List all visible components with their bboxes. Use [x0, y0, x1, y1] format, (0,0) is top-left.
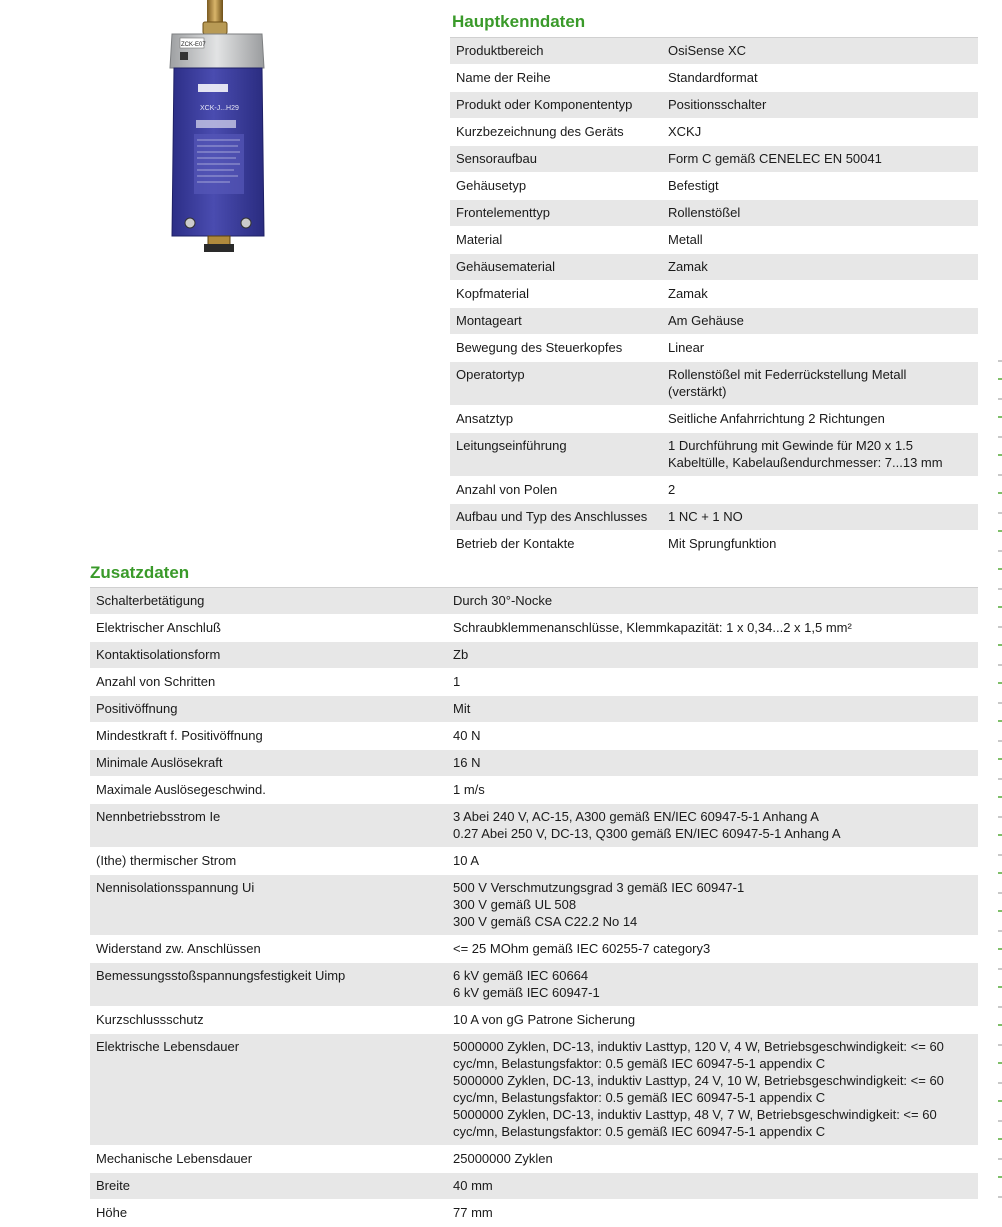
- spec-label: Kopfmaterial: [450, 281, 662, 308]
- spec-label: Leitungseinführung: [450, 433, 662, 477]
- spec-value: Positionsschalter: [662, 92, 978, 119]
- table-row: [450, 335, 978, 362]
- section-title-extra: Zusatzdaten: [90, 563, 190, 582]
- spec-label: Bemessungsstoßspannungsfestigkeit Uimp: [90, 963, 447, 1007]
- spec-value: Befestigt: [662, 173, 978, 200]
- table-row: [90, 615, 978, 642]
- spec-value: 1 Durchführung mit Gewinde für M20 x 1.5 Kabeltülle, Kabelaußendurchmesser: 7...13 mm: [662, 433, 978, 477]
- spec-label: Elektrischer Anschluß: [90, 615, 447, 642]
- table-row: [450, 200, 978, 227]
- spec-label: Elektrische Lebensdauer: [90, 1034, 447, 1146]
- table-row: [90, 696, 978, 723]
- spec-label: Maximale Auslösegeschwind.: [90, 777, 447, 804]
- spec-value: XCKJ: [662, 119, 978, 146]
- spec-label: Breite: [90, 1173, 447, 1200]
- main-specs-table: [450, 37, 978, 558]
- extra-specs-table: [90, 587, 978, 1227]
- spec-label: (Ithe) thermischer Strom: [90, 848, 447, 875]
- spec-value: Seitliche Anfahrrichtung 2 Richtungen: [662, 406, 978, 433]
- spec-label: Schalterbetätigung: [90, 588, 447, 615]
- table-row: [450, 146, 978, 173]
- table-row: [450, 504, 978, 531]
- table-row: [90, 1034, 978, 1146]
- table-row: [450, 227, 978, 254]
- spec-label: Widerstand zw. Anschlüssen: [90, 936, 447, 963]
- spec-label: Sensoraufbau: [450, 146, 662, 173]
- scroll-edge-strip: [998, 360, 1002, 1200]
- table-row: [90, 723, 978, 750]
- table-row: [90, 1007, 978, 1034]
- spec-value: Durch 30°-Nocke: [447, 588, 978, 615]
- table-row: [90, 848, 978, 875]
- spec-value: 77 mm: [447, 1200, 978, 1227]
- table-row: [450, 433, 978, 477]
- spec-value: 6 kV gemäß IEC 60664 6 kV gemäß IEC 60947-1: [447, 963, 978, 1007]
- table-row: [90, 963, 978, 1007]
- spec-label: Positivöffnung: [90, 696, 447, 723]
- spec-label: Nennisolationsspannung Ui: [90, 875, 447, 936]
- table-row: [90, 750, 978, 777]
- spec-label: Operatortyp: [450, 362, 662, 406]
- spec-label: Material: [450, 227, 662, 254]
- spec-label: Gehäusetyp: [450, 173, 662, 200]
- spec-label: Ansatztyp: [450, 406, 662, 433]
- spec-value: Rollenstößel: [662, 200, 978, 227]
- spec-label: Betrieb der Kontakte: [450, 531, 662, 558]
- spec-value: 10 A: [447, 848, 978, 875]
- table-row: [90, 1146, 978, 1173]
- spec-value: Am Gehäuse: [662, 308, 978, 335]
- spec-value: Form C gemäß CENELEC EN 50041: [662, 146, 978, 173]
- spec-value: 1 NC + 1 NO: [662, 504, 978, 531]
- spec-value: Linear: [662, 335, 978, 362]
- spec-value: 40 N: [447, 723, 978, 750]
- table-row: [90, 777, 978, 804]
- spec-label: Minimale Auslösekraft: [90, 750, 447, 777]
- spec-value: Standardformat: [662, 65, 978, 92]
- table-row: [90, 588, 978, 615]
- spec-value: Zamak: [662, 281, 978, 308]
- table-row: [90, 936, 978, 963]
- spec-value: 10 A von gG Patrone Sicherung: [447, 1007, 978, 1034]
- spec-value: 25000000 Zyklen: [447, 1146, 978, 1173]
- spec-value: 1: [447, 669, 978, 696]
- spec-label: Kurzbezeichnung des Geräts: [450, 119, 662, 146]
- spec-label: Nennbetriebsstrom Ie: [90, 804, 447, 848]
- spec-label: Produkt oder Komponententyp: [450, 92, 662, 119]
- spec-value: 1 m/s: [447, 777, 978, 804]
- spec-value: 5000000 Zyklen, DC-13, induktiv Lasttyp, 120 V, 4 W, Betriebsgeschwindigkeit: <= 60 cyc/mn, Belastungsfaktor: 0.5 gemäß IEC 60947-5-1 appendix C 5000000 Zyklen, DC-13, induktiv Lasttyp, 24 V, 10 W, Betriebsgeschwindigkeit: <= 60 cyc/mn, Belastungsfaktor: 0.5 gemäß IEC 60947-5-1 appendix C 5000000 Zyklen, DC-13, induktiv Lasttyp, 48 V, 7 W, Betriebsgeschwindigkeit: <= 60 cyc/mn, Belastungsfaktor: 0.5 gemäß IEC 60947-5-1 appendix C: [447, 1034, 978, 1146]
- spec-value: Mit: [447, 696, 978, 723]
- spec-value: 3 Abei 240 V, AC-15, A300 gemäß EN/IEC 60947-5-1 Anhang A 0.27 Abei 250 V, DC-13, Q300 gemäß EN/IEC 60947-5-1 Anhang A: [447, 804, 978, 848]
- spec-label: Anzahl von Schritten: [90, 669, 447, 696]
- table-row: [450, 281, 978, 308]
- spec-label: Montageart: [450, 308, 662, 335]
- spec-value: 500 V Verschmutzungsgrad 3 gemäß IEC 60947-1 300 V gemäß UL 508 300 V gemäß CSA C22.2 No 14: [447, 875, 978, 936]
- spec-value: <= 25 MOhm gemäß IEC 60255-7 category3: [447, 936, 978, 963]
- spec-value: Metall: [662, 227, 978, 254]
- table-row: [450, 308, 978, 335]
- limit-switch-product-icon: [150, 0, 290, 260]
- spec-value: 16 N: [447, 750, 978, 777]
- spec-label: Mechanische Lebensdauer: [90, 1146, 447, 1173]
- spec-label: Kurzschlussschutz: [90, 1007, 447, 1034]
- table-row: [450, 531, 978, 558]
- table-row: [450, 477, 978, 504]
- spec-value: 40 mm: [447, 1173, 978, 1200]
- table-row: [90, 875, 978, 936]
- spec-value: OsiSense XC: [662, 38, 978, 65]
- table-row: [450, 362, 978, 406]
- table-row: [450, 65, 978, 92]
- table-row: [90, 669, 978, 696]
- spec-value: Schraubklemmenanschlüsse, Klemmkapazität: 1 x 0,34...2 x 1,5 mm²: [447, 615, 978, 642]
- section-title-main: Hauptkenndaten: [452, 12, 586, 31]
- table-row: [450, 406, 978, 433]
- table-row: [450, 254, 978, 281]
- spec-label: Anzahl von Polen: [450, 477, 662, 504]
- table-row: [450, 173, 978, 200]
- spec-label: Mindestkraft f. Positivöffnung: [90, 723, 447, 750]
- spec-label: Kontaktisolationsform: [90, 642, 447, 669]
- spec-value: 2: [662, 477, 978, 504]
- table-row: [450, 119, 978, 146]
- spec-label: Name der Reihe: [450, 65, 662, 92]
- spec-value: Zb: [447, 642, 978, 669]
- spec-label: Bewegung des Steuerkopfes: [450, 335, 662, 362]
- table-row: [450, 92, 978, 119]
- table-row: [450, 38, 978, 65]
- head-label: ZCK-E07: [181, 42, 206, 48]
- spec-value: Rollenstößel mit Federrückstellung Metall (verstärkt): [662, 362, 978, 406]
- table-row: [90, 804, 978, 848]
- table-row: [90, 1200, 978, 1227]
- spec-label: Gehäusematerial: [450, 254, 662, 281]
- spec-label: Höhe: [90, 1200, 447, 1227]
- spec-value: Mit Sprungfunktion: [662, 531, 978, 558]
- spec-label: Produktbereich: [450, 38, 662, 65]
- spec-value: Zamak: [662, 254, 978, 281]
- table-row: [90, 642, 978, 669]
- spec-label: Aufbau und Typ des Anschlusses: [450, 504, 662, 531]
- device-label: XCK-J...H29: [200, 105, 239, 112]
- spec-label: Frontelementtyp: [450, 200, 662, 227]
- table-row: [90, 1173, 978, 1200]
